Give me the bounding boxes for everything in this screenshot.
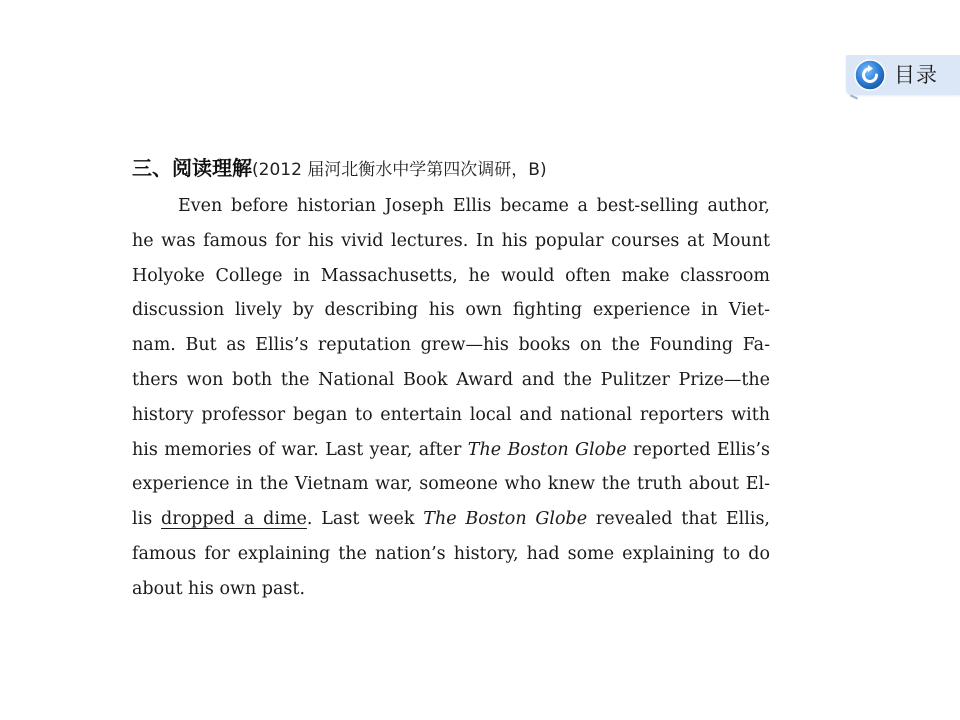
section-source: (2012 届河北衡水中学第四次调研，B)	[252, 160, 547, 180]
passage-text: revealed that Ellis,	[587, 509, 770, 530]
section-title: 三、阅读理解	[132, 156, 252, 180]
passage-line: Even before historian Joseph Ellis became a best-selling author,	[178, 196, 770, 216]
passage-line: he was famous for his vivid lectures. In his popular courses at Mount	[132, 230, 770, 251]
passage-line: about his own past.	[132, 578, 306, 599]
table-of-contents-button[interactable]	[846, 55, 960, 95]
passage-line: discussion lively by describing his own fighting experience in Viet-	[132, 300, 770, 321]
passage-text: . Last week	[306, 509, 424, 530]
toc-label: 目录	[894, 63, 938, 87]
newspaper-title: The Boston Globe	[467, 439, 627, 460]
passage-line: famous for explaining the nation’s history, had some explaining to do	[132, 543, 770, 564]
section-heading	[132, 152, 792, 182]
underlined-phrase: dropped a dime	[161, 509, 307, 530]
newspaper-title: The Boston Globe	[423, 509, 588, 530]
passage-line: Holyoke College in Massachusetts, he would often make classroom	[132, 265, 770, 286]
reading-passage	[132, 193, 770, 611]
passage-line: thers won both the National Book Award and the Pulitzer Prize—the	[132, 369, 770, 390]
passage-text: lis	[132, 509, 153, 530]
passage-text: reported Ellis’s	[626, 439, 770, 460]
passage-text: his memories of war. Last year, after	[132, 439, 462, 460]
passage-line	[132, 506, 770, 541]
refresh-circle-icon	[854, 59, 886, 91]
passage-line	[132, 437, 770, 472]
passage-line: history professor began to entertain local and national reporters with	[132, 404, 770, 425]
passage-line: experience in the Vietnam war, someone who knew the truth about El-	[132, 474, 770, 495]
passage-line: nam. But as Ellis’s reputation grew—his books on the Founding Fa-	[132, 335, 770, 356]
